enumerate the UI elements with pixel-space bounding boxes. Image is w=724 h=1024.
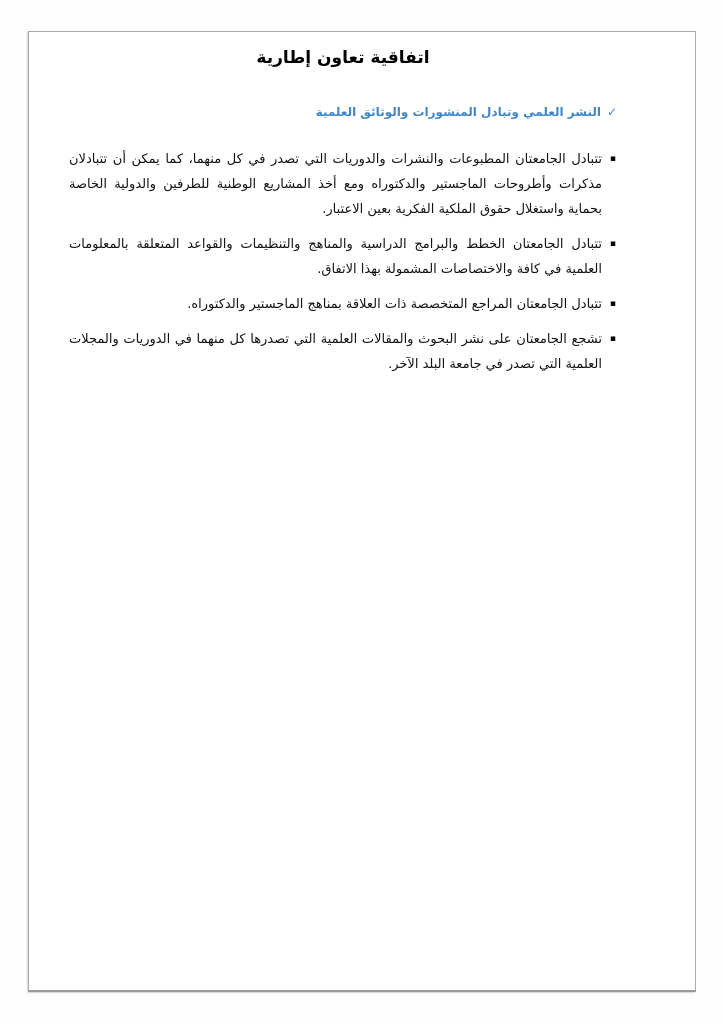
list-item (69, 147, 617, 222)
square-bullet-icon: ▪ (609, 154, 616, 164)
list-item-text: تتبادل الجامعتان الخطط والبرامج الدراسية والمناهج والتنظيمات والقواعد المتعلقة بالمعلومات العلمية في كافة والاختصاصات المشمولة بهذا الاتفاق. (69, 237, 602, 277)
section-heading (69, 101, 617, 123)
square-bullet-icon: ▪ (609, 334, 616, 344)
list-item (69, 327, 617, 377)
list-item (69, 292, 617, 317)
checkmark-icon: ✓ (606, 105, 617, 119)
document-title: اتفاقية تعاون إطارية (256, 48, 430, 68)
list-item (69, 232, 617, 282)
bullet-list (69, 147, 617, 377)
square-bullet-icon: ▪ (609, 299, 616, 309)
list-item-text: تتبادل الجامعتان المراجع المتخصصة ذات العلاقة بمناهج الماجستير والدكتوراه. (187, 297, 602, 312)
document-content (29, 32, 695, 377)
list-item-text: تشجع الجامعتان على نشر البحوث والمقالات العلمية التي تصدرها كل منهما في الدوريات والمجلات العلمية التي تصدر في جامعة البلد الآخر. (69, 332, 602, 372)
document-page (28, 31, 696, 992)
list-item-text: تتبادل الجامعتان المطبوعات والنشرات والدوريات التي تصدر في كل منهما، كما يمكن أن تتبادلان مذكرات وأطروحات الماجستير والدكتوراه ومع أخذ المشاريع الوطنية للطرفين والدولية الخاصة بحماية واستغلال حقوق الملكية الفكرية بعين الاعتبار. (69, 152, 602, 217)
square-bullet-icon: ▪ (609, 239, 616, 249)
section-heading-label: النشر العلمي وتبادل المنشورات والوثائق العلمية (315, 105, 601, 119)
